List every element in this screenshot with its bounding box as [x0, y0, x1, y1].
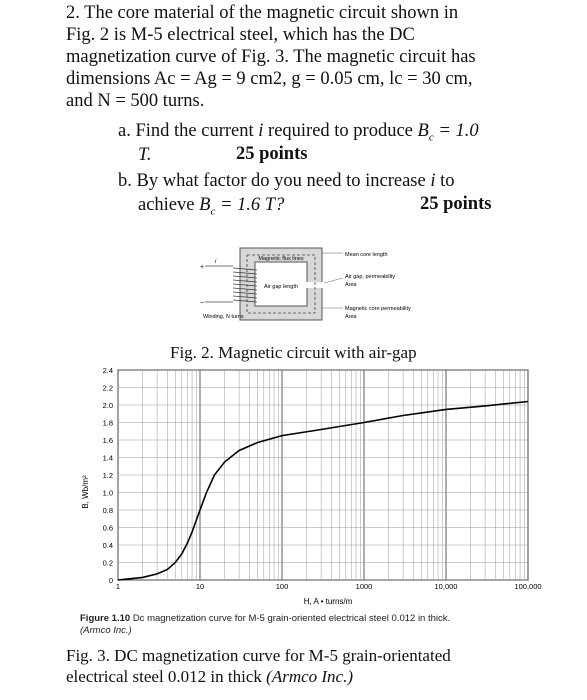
part-b-bc: $B_c$ [199, 195, 216, 218]
x-tick-label: 100,000 [514, 582, 542, 591]
y-tick-label: 2.2 [102, 383, 113, 393]
y-tick-label: 1.4 [102, 453, 113, 463]
part-a-bc: $B_c$ [417, 121, 434, 144]
part-a-unit-text: T. [138, 145, 152, 165]
mean-core-label: Mean core length [345, 252, 388, 258]
chart-ticks [103, 366, 542, 591]
x-tick-label: 100 [275, 582, 289, 591]
chart-grid [118, 370, 528, 580]
x-tick-label: 1000 [355, 582, 373, 591]
problem-line-4: dimensions Ac = Ag = 9 cm2, g = 0.05 cm, lc = 30 cm, [66, 69, 473, 89]
x-axis-label: H, A • turns/m [303, 597, 353, 606]
fig3-caption [66, 645, 536, 687]
y-tick-label: 0.8 [102, 506, 113, 515]
y-tick-label: 1.8 [102, 418, 113, 428]
figure-1-10-source: (Armco Inc.) [80, 625, 132, 636]
problem-number: 2. [66, 3, 80, 23]
problem-line-5: and N = 500 turns. [66, 91, 205, 111]
part-a-text2: required to produce [268, 121, 413, 141]
y-tick-label: 2.0 [102, 401, 113, 410]
part-b-line-2 [138, 194, 284, 223]
part-a-label: a. [118, 121, 131, 141]
y-tick-label: 1.0 [102, 488, 113, 498]
magnetization-chart [78, 362, 542, 608]
fig2-caption: Fig. 2. Magnetic circuit with air-gap [170, 343, 417, 362]
gap-perm-label: Air gap, permeability [345, 274, 396, 280]
y-tick-label: 0.6 [102, 523, 113, 533]
flux-label: Magnetic flux lines [258, 256, 304, 262]
x-tick-label: 10,000 [434, 582, 458, 591]
y-axis-label: B, Wb/m² [81, 475, 90, 509]
part-b-target: = 1.6 T? [219, 195, 285, 215]
y-tick-label: 0.2 [102, 558, 113, 568]
part-b-var: i [430, 171, 436, 191]
gap-area-label: Area [345, 282, 357, 288]
part-a-points: 25 points [236, 144, 308, 164]
core-area-label: Area [345, 314, 357, 320]
problem-line-3: magnetization curve of Fig. 3. The magnetic circuit has [66, 47, 476, 67]
part-b-points: 25 points [420, 194, 492, 214]
fig3-line-1: Fig. 3. DC magnetization curve for M-5 grain-orientated [66, 646, 451, 665]
x-tick-label: 1 [115, 582, 121, 591]
part-a-var: i [258, 121, 264, 141]
fig3-source: (Armco Inc.) [266, 667, 354, 686]
y-tick-label: 0 [108, 576, 113, 585]
magnetization-curve [118, 402, 528, 581]
terminal-plus: + [200, 264, 205, 271]
part-b-label: b. [118, 171, 132, 191]
part-a-text: Find the current [135, 121, 254, 141]
terminal-minus: − [200, 300, 205, 307]
gap-length-label: Air gap length [264, 284, 298, 290]
y-tick-label: 2.4 [102, 366, 113, 375]
air-gap [305, 282, 324, 288]
problem-line-1: The core material of the magnetic circuit shown in [84, 3, 459, 23]
core-perm-label: Magnetic core permeability [345, 306, 411, 312]
part-b-text2: to [440, 171, 455, 191]
part-a-target: = 1.0 [438, 121, 479, 141]
x-tick-label: 10 [195, 582, 205, 591]
winding-label: Winding, N turns [203, 314, 244, 320]
fig2-diagram [195, 238, 535, 338]
y-tick-label: 0.4 [102, 541, 113, 550]
y-tick-label: 1.2 [102, 471, 113, 480]
current-label: i [215, 259, 217, 265]
problem-statement [66, 2, 536, 112]
part-a-unit [138, 144, 152, 166]
part-b-line-1 [118, 170, 455, 192]
part-b-text: By what factor do you need to increase [136, 171, 426, 191]
fig3-line-2: electrical steel 0.012 in thick [66, 667, 262, 686]
figure-1-10-text: Dc magnetization curve for M-5 grain-oriented electrical steel 0.012 in thick. [132, 613, 451, 624]
leader-gap [324, 278, 343, 283]
y-tick-label: 1.6 [102, 436, 113, 445]
figure-1-10-caption [80, 613, 540, 637]
problem-line-2: Fig. 2 is M-5 electrical steel, which has the DC [66, 25, 415, 45]
part-b-line2-text: achieve [138, 195, 195, 215]
figure-1-10-label: Figure 1.10 [80, 613, 131, 624]
